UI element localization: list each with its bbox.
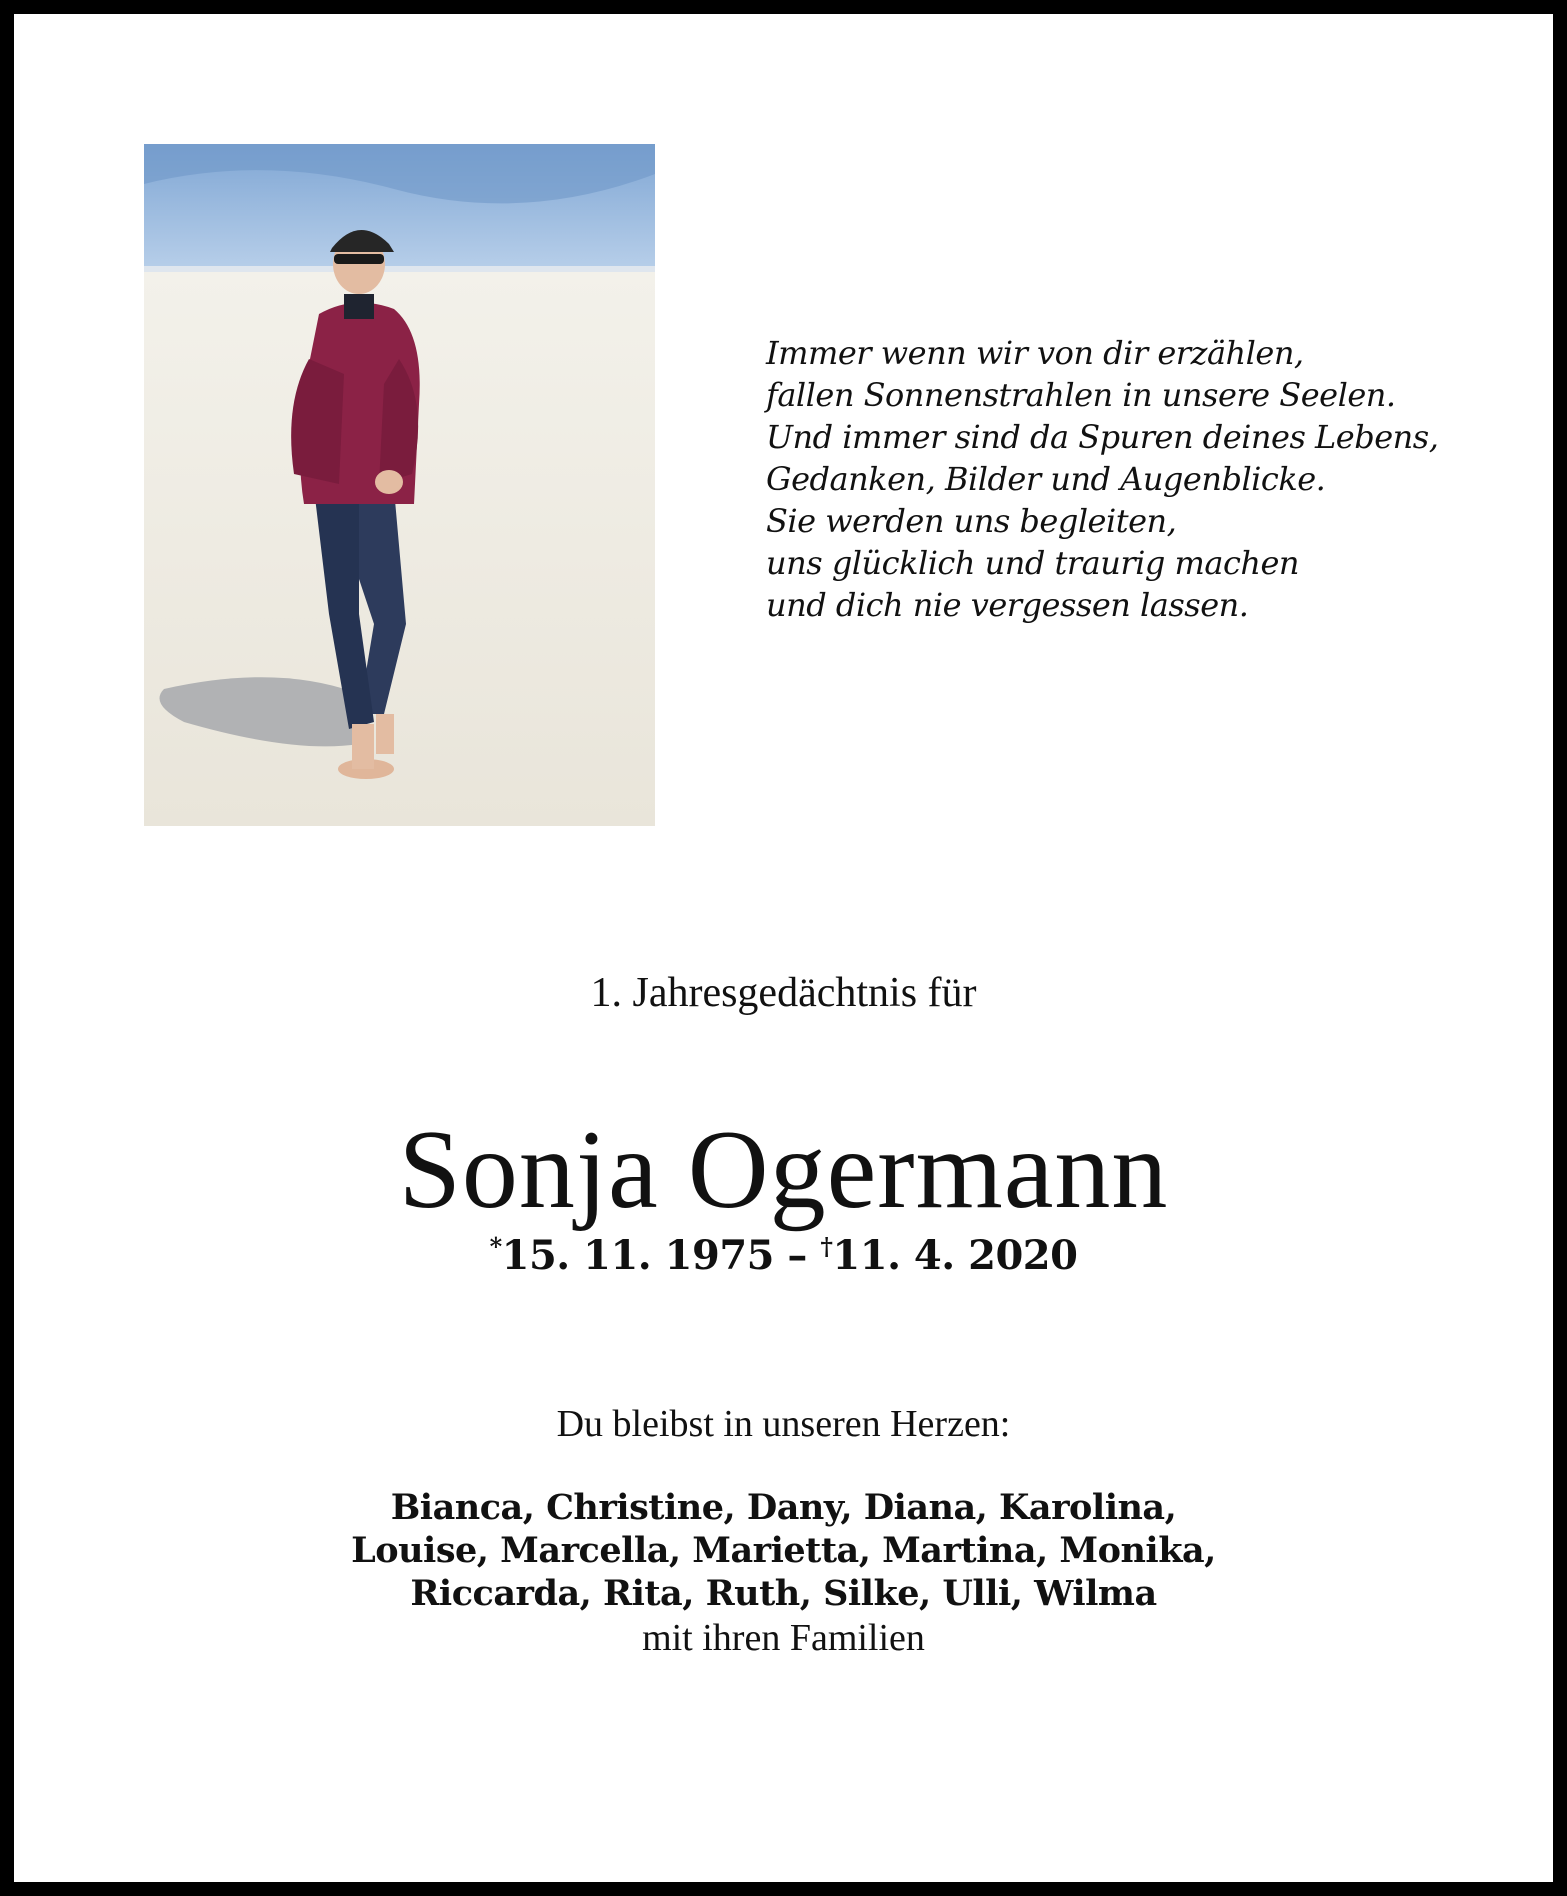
beach-portrait-image (144, 144, 655, 826)
mourners-line: Bianca, Christine, Dany, Diana, Karolina, (390, 1487, 1177, 1528)
poem (766, 332, 1466, 626)
death-date: 11. 4. 2020 (832, 1232, 1078, 1279)
mourners-line: Louise, Marcella, Marietta, Martina, Monika, (351, 1530, 1216, 1571)
portrait-photo (144, 144, 655, 826)
death-mark: † (820, 1232, 833, 1261)
life-dates (28, 1232, 1539, 1279)
poem-line: uns glücklich und traurig machen (766, 544, 1300, 582)
poem-line: Gedanken, Bilder und Augenblicke. (766, 460, 1326, 498)
mourners-list (28, 1486, 1539, 1615)
families-line: mit ihren Familien (642, 1617, 925, 1659)
birth-mark: * (489, 1232, 502, 1261)
poem-line: Immer wenn wir von dir erzählen, (766, 334, 1304, 372)
anniversary-heading: 1. Jahresgedächtnis für (590, 970, 977, 1016)
date-separator: – (773, 1232, 821, 1279)
poem-line: Und immer sind da Spuren deines Lebens, (766, 418, 1439, 456)
deceased-name: Sonja Ogermann (398, 1108, 1169, 1232)
poem-line: Sie werden uns begleiten, (766, 502, 1177, 540)
poem-line: fallen Sonnenstrahlen in unsere Seelen. (766, 376, 1396, 414)
closing-intro: Du bleibst in unseren Herzen: (556, 1403, 1011, 1445)
mourners-line: Riccarda, Rita, Ruth, Silke, Ulli, Wilma (410, 1573, 1157, 1614)
birth-date: 15. 11. 1975 (501, 1232, 774, 1279)
poem-line: und dich nie vergessen lassen. (766, 586, 1249, 624)
